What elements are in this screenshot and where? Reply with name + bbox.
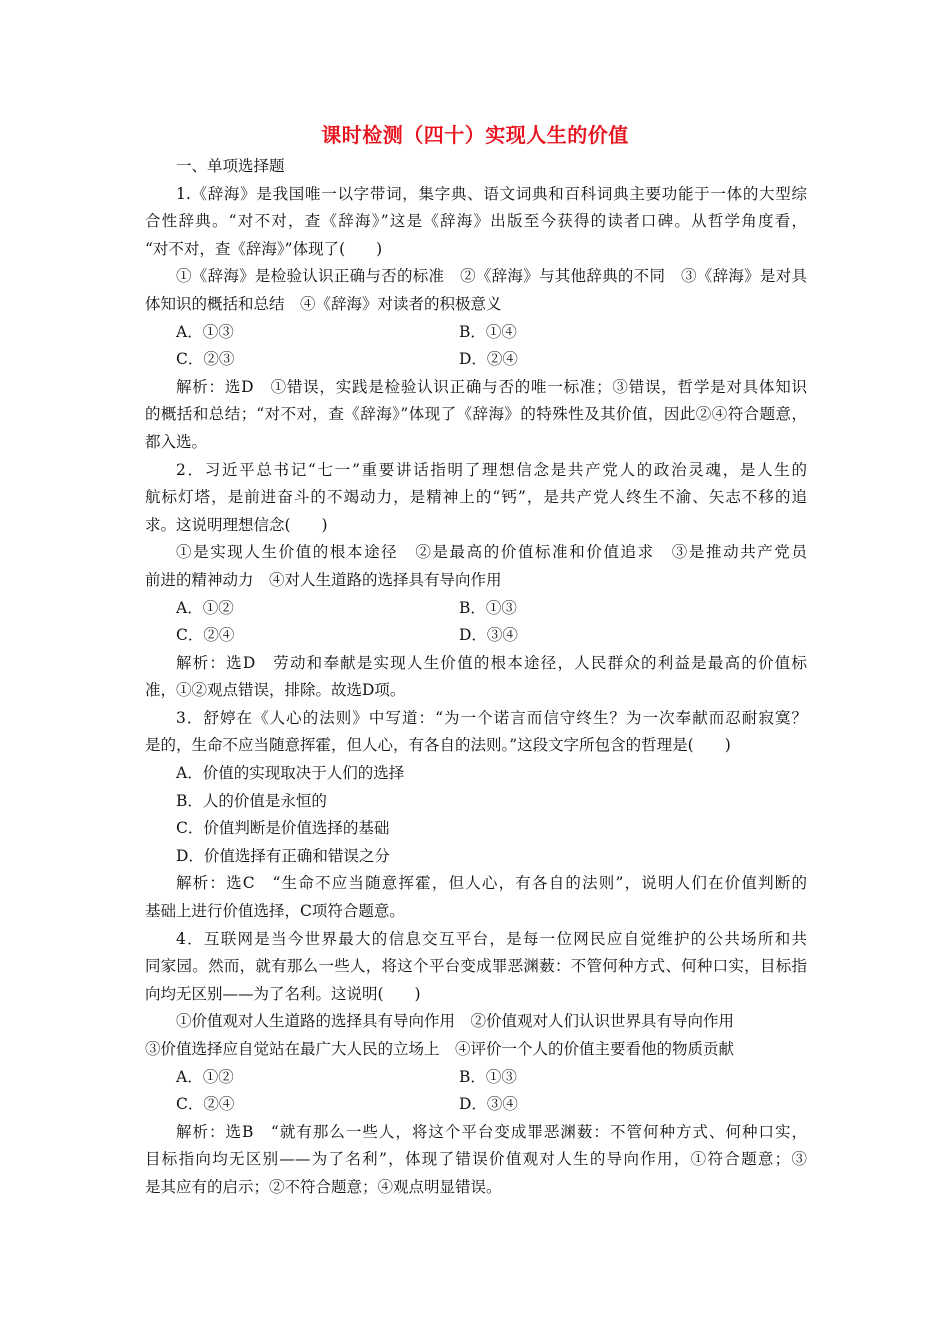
question-stem-line: 同家园。然而，就有那么一些人，将这个平台变成罪恶渊薮：不管何种方式、何种口实，目标指 bbox=[145, 957, 807, 976]
option-c: C．②④ bbox=[176, 626, 235, 645]
question-stem-line: 2．习近平总书记“七一”重要讲话指明了理想信念是共产党人的政治灵魂，是人生的 bbox=[176, 460, 807, 479]
statement-line: ①《辞海》是检验认识正确与否的标准 ②《辞海》与其他辞典的不同 ③《辞海》是对具 bbox=[176, 267, 807, 286]
question-4 bbox=[145, 926, 807, 1202]
option-a: A．价值的实现取决于人们的选择 bbox=[176, 764, 405, 783]
analysis-line: 都入选。 bbox=[145, 432, 208, 451]
analysis-line: 是其应有的启示；②不符合题意；④观点明显错误。 bbox=[145, 1177, 502, 1196]
option-row bbox=[145, 1091, 807, 1119]
option-c: C．②③ bbox=[176, 350, 235, 369]
option-b: B．①③ bbox=[459, 598, 517, 617]
analysis-line: 基础上进行价值选择，C项符合题意。 bbox=[145, 902, 405, 921]
question-1 bbox=[145, 181, 807, 457]
question-stem-line: 求。这说明理想信念( ) bbox=[145, 515, 328, 534]
document-body bbox=[145, 153, 807, 1202]
option-row bbox=[145, 319, 807, 347]
question-stem-line: 向均无区别——为了名利。这说明( ) bbox=[145, 984, 421, 1003]
statement-line: ①是实现人生价值的根本途径 ②是最高的价值标准和价值追求 ③是推动共产党员 bbox=[176, 543, 807, 562]
statement-line: ③价值选择应自觉站在最广大人民的立场上 ④评价一个人的价值主要看他的物质贡献 bbox=[145, 1040, 735, 1058]
statement-line: 体知识的概括和总结 ④《辞海》对读者的积极意义 bbox=[145, 294, 502, 313]
option-row bbox=[145, 595, 807, 623]
option-d: D．价值选择有正确和错误之分 bbox=[176, 846, 390, 865]
analysis-line: 目标指向均无区别——为了名利”，体现了错误价值观对人生的导向作用，①符合题意；③ bbox=[145, 1150, 807, 1169]
option-c: C．价值判断是价值选择的基础 bbox=[176, 819, 390, 838]
option-c: C．②④ bbox=[176, 1095, 235, 1114]
option-b: B．人的价值是永恒的 bbox=[176, 791, 327, 810]
question-3 bbox=[145, 705, 807, 926]
option-d: D．③④ bbox=[459, 1095, 518, 1114]
option-a: A．①③ bbox=[176, 322, 234, 341]
question-stem-line: 1.《辞海》是我国唯一以字带词，集字典、语文词典和百科词典主要功能于一体的大型综 bbox=[176, 184, 807, 203]
option-a: A．①② bbox=[176, 1067, 234, 1086]
question-stem-line: “对不对，查《辞海》”体现了( ) bbox=[145, 239, 383, 258]
option-b: B．①③ bbox=[459, 1067, 517, 1086]
question-2 bbox=[145, 457, 807, 705]
question-stem-line: 3．舒婷在《人心的法则》中写道：“为一个诺言而信守终生？为一次奉献而忍耐寂寞？ bbox=[176, 708, 807, 727]
question-stem-line: 是的，生命不应当随意挥霍，但人心，有各自的法则。”这段文字所包含的哲理是( ) bbox=[145, 736, 731, 755]
question-stem-line: 航标灯塔，是前进奋斗的不竭动力，是精神上的“钙”，是共产党人终生不渝、矢志不移的追 bbox=[145, 488, 807, 507]
option-b: B．①④ bbox=[459, 322, 517, 341]
question-stem-line: 4．互联网是当今世界最大的信息交互平台，是每一位网民应自觉维护的公共场所和共 bbox=[176, 929, 807, 948]
statement-line: 前进的精神动力 ④对人生道路的选择具有导向作用 bbox=[145, 570, 502, 589]
section-heading: 一、单项选择题 bbox=[176, 157, 285, 175]
statement-line: ①价值观对人生道路的选择具有导向作用 ②价值观对人们认识世界具有导向作用 bbox=[176, 1012, 735, 1031]
analysis-line: 解析：选C “生命不应当随意挥霍，但人心，有各自的法则”，说明人们在价值判断的 bbox=[176, 874, 807, 893]
option-row bbox=[145, 1064, 807, 1092]
option-d: D．③④ bbox=[459, 626, 518, 645]
option-row bbox=[145, 346, 807, 374]
analysis-line: 的概括和总结；“对不对，查《辞海》”体现了《辞海》的特殊性及其价值，因此②④符合题意， bbox=[145, 405, 807, 424]
question-stem-line: 合性辞典。“对不对，查《辞海》”这是《辞海》出版至今获得的读者口碑。从哲学角度看， bbox=[145, 212, 807, 231]
analysis-line: 解析：选B “就有那么一些人，将这个平台变成罪恶渊薮：不管何种方式、何种口实， bbox=[176, 1122, 807, 1141]
page-title: 课时检测（四十）实现人生的价值 bbox=[321, 123, 629, 147]
option-row bbox=[145, 622, 807, 650]
option-a: A．①② bbox=[176, 598, 234, 617]
option-d: D．②④ bbox=[459, 350, 518, 369]
analysis-line: 准，①②观点错误，排除。故选D项。 bbox=[145, 681, 406, 700]
analysis-line: 解析：选D ①错误，实践是检验认识正确与否的唯一标准；③错误，哲学是对具体知识 bbox=[176, 377, 807, 396]
analysis-line: 解析：选D 劳动和奉献是实现人生价值的根本途径，人民群众的利益是最高的价值标 bbox=[176, 653, 807, 672]
